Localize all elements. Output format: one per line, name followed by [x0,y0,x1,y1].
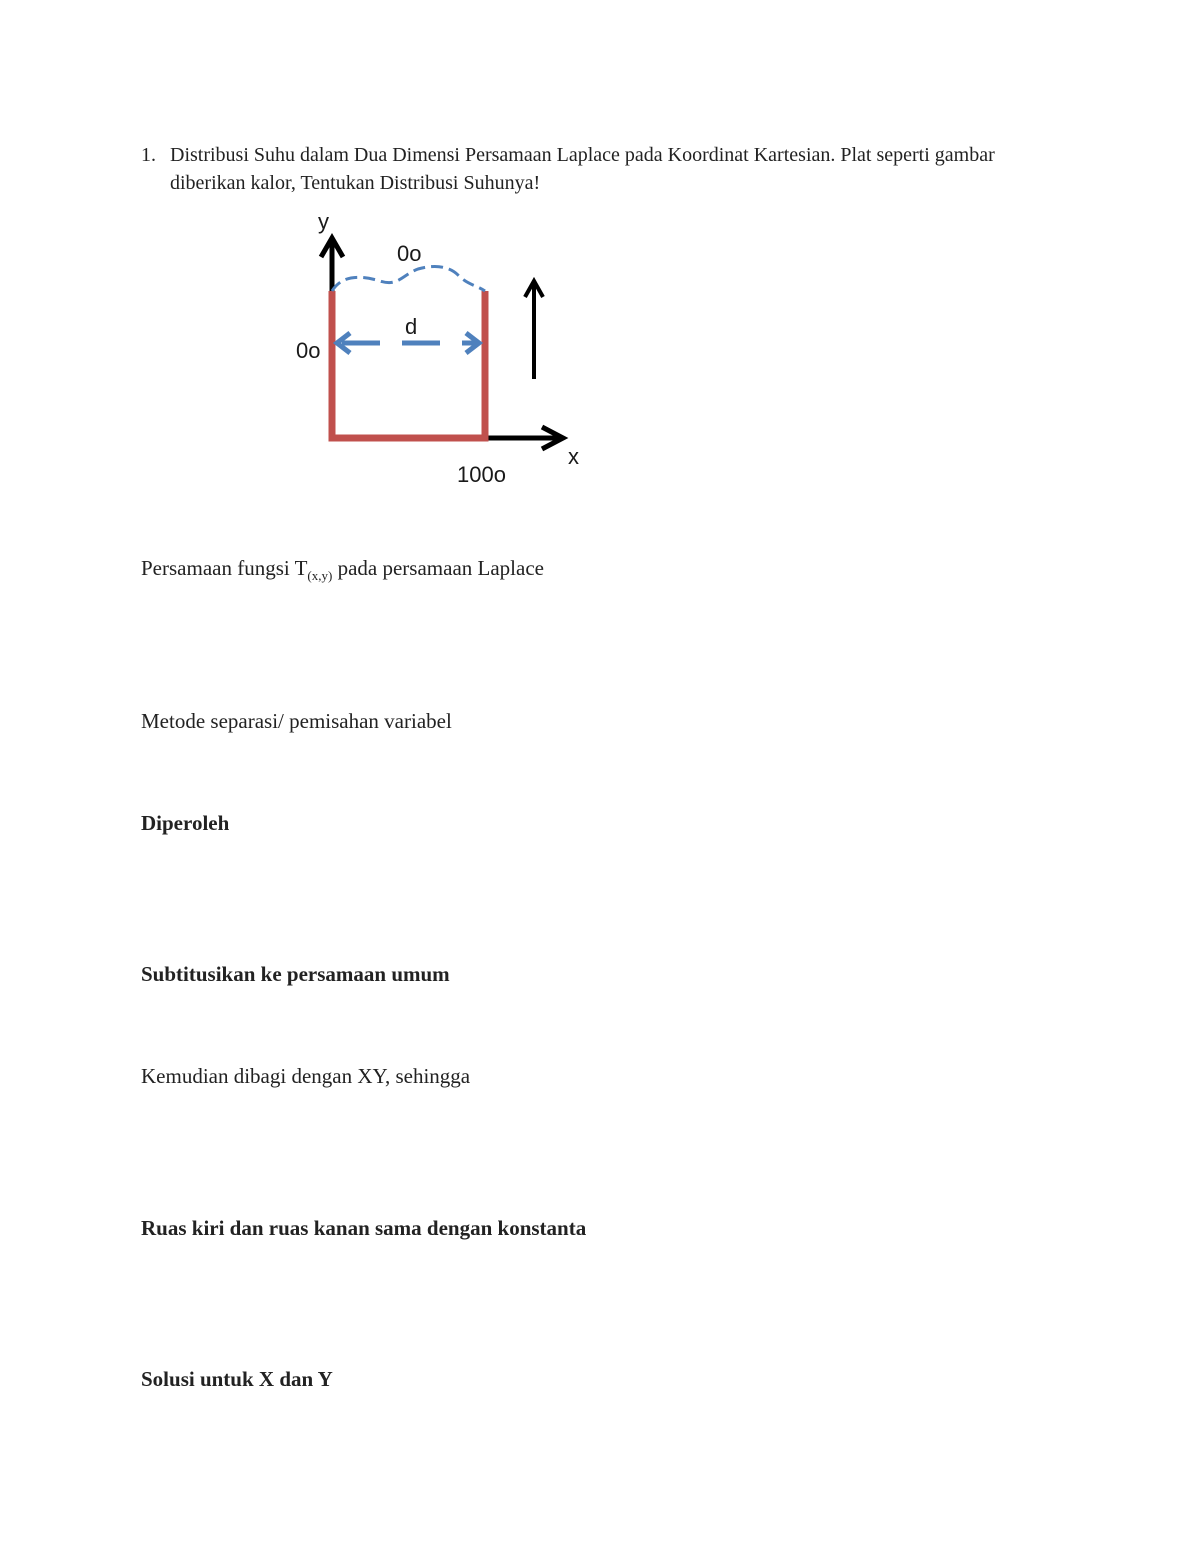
solution-heading: Solusi untuk X dan Y [141,1367,333,1391]
left-temp-label: 0o [296,338,321,363]
separation-method-heading: Metode separasi/ pemisahan variabel [141,709,452,733]
bottom-temp-label: 100o [457,462,506,487]
function-subscript: (x,y) [307,568,333,584]
laplace-function-heading: Persamaan fungsi $T_{(x,y)}$ pada persamaan Laplace [141,556,544,584]
problem-statement [141,141,1071,197]
substitute-heading: Subtitusikan ke persamaan umum [141,962,450,986]
y-axis-label: y [318,209,329,234]
x-axis-label: x [568,444,579,469]
constant-heading: Ruas kiri dan ruas kanan sama dengan konstanta [141,1216,587,1240]
top-boundary-dashed [332,267,485,291]
obtained-heading: Diperoleh [141,811,230,835]
width-label: d [405,314,418,339]
problem-text: Distribusi Suhu dalam Dua Dimensi Persamaan Laplace pada Koordinat Kartesian. Plat seperti gambar diberikan kalor, Tentukan Distribusi Suhunya! [170,144,995,194]
top-temp-label: 0o [397,241,422,266]
plate-diagram [280,205,600,495]
problem-number: 1. [141,144,156,166]
divide-heading: Kemudian dibagi dengan XY, sehingga [141,1064,471,1088]
